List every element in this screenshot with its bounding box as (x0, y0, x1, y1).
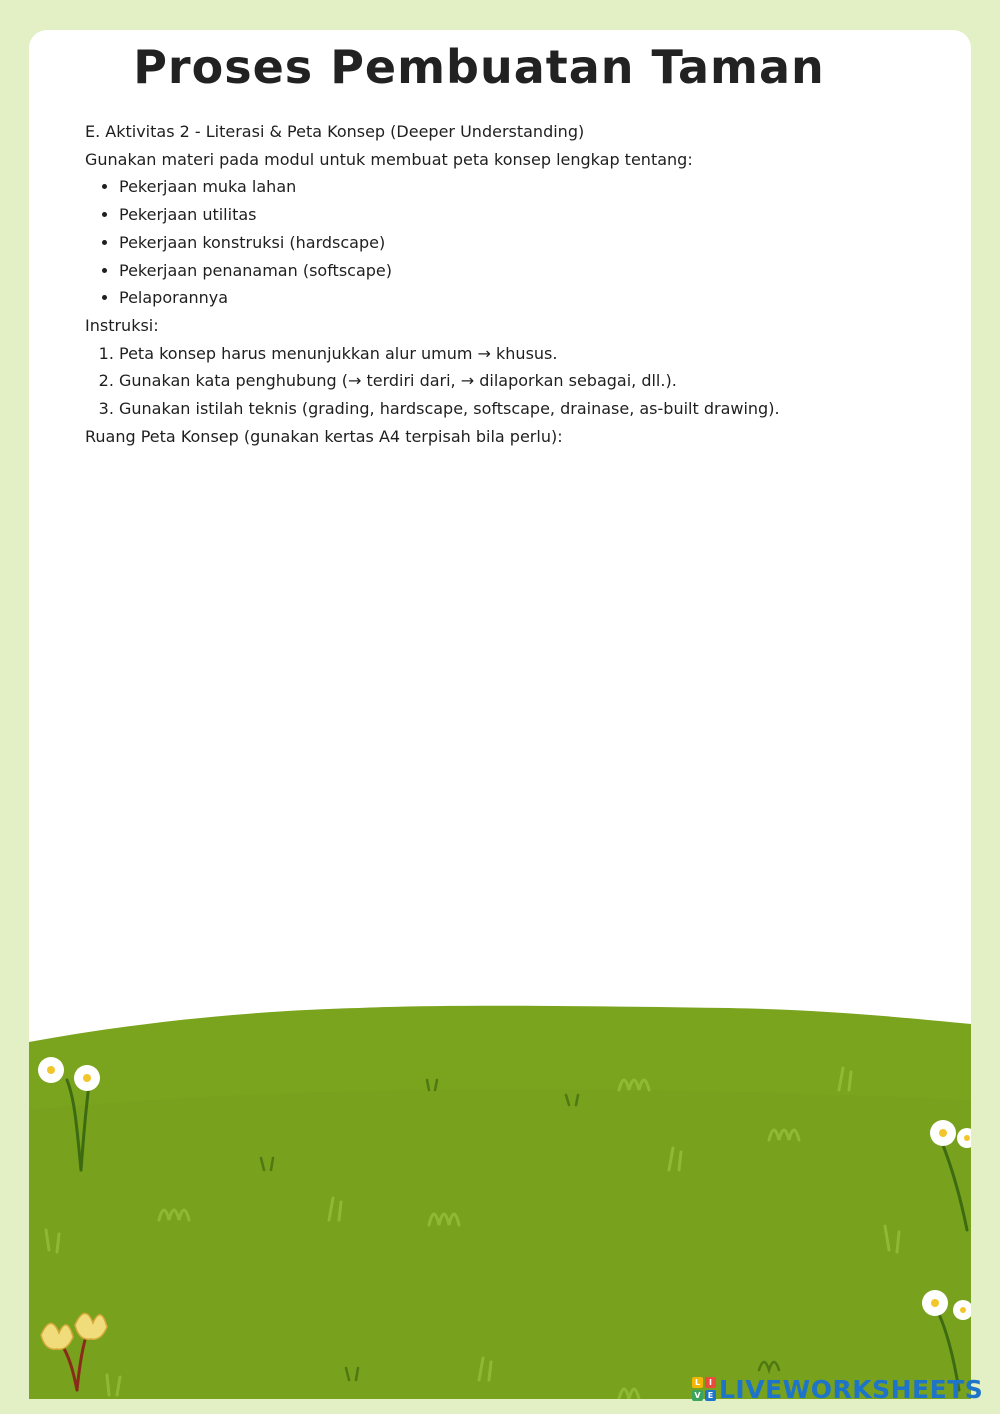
concept-map-space-label: Ruang Peta Konsep (gunakan kertas A4 terpisah bila perlu): (85, 426, 563, 446)
liveworksheets-logo (692, 1374, 983, 1404)
page-title: Proses Pembuatan Taman (133, 40, 825, 94)
instructions-label: Instruksi: (85, 315, 159, 335)
activity-section (85, 118, 925, 450)
instruction-item: 1. Peta konsep harus menunjukkan alur umum → khusus. (119, 340, 925, 368)
section-intro: Gunakan materi pada modul untuk membuat peta konsep lengkap tentang: (85, 149, 693, 169)
instruction-item: 3. Gunakan istilah teknis (grading, hardscape, softscape, drainase, as-built drawing). (119, 395, 925, 423)
brand-text: LIVEWORKSHEETS (719, 1374, 984, 1404)
list-item: • Pekerjaan konstruksi (hardscape) (119, 229, 925, 257)
list-item: • Pekerjaan penanaman (softscape) (119, 257, 925, 285)
worksheet-page (29, 30, 971, 1399)
section-heading: E. Aktivitas 2 - Literasi & Peta Konsep (Deeper Understanding) (85, 122, 585, 141)
grass-illustration (29, 990, 971, 1399)
instruction-item: 2. Gunakan kata penghubung (→ terdiri dari, → dilaporkan sebagai, dll.). (119, 367, 925, 395)
topic-list (85, 173, 925, 312)
liveworksheets-icon: L I V E (692, 1377, 716, 1401)
list-item: • Pekerjaan utilitas (119, 201, 925, 229)
list-item: • Pekerjaan muka lahan (119, 173, 925, 201)
list-item: • Pelaporannya (119, 284, 925, 312)
instruction-list (85, 340, 925, 423)
